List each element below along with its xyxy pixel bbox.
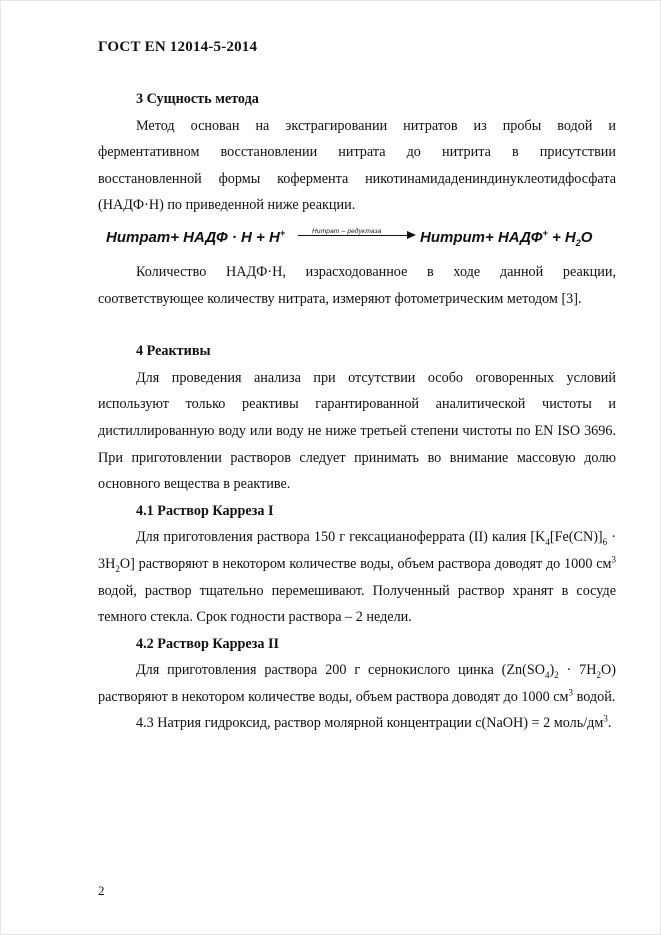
eq-water-h: Н: [564, 228, 576, 246]
page-content: [98, 86, 616, 737]
eq-nadph: НАДФ · Н: [183, 228, 252, 246]
eq-h-charge: +: [279, 227, 286, 238]
section-4-2-paragraph: Для приготовления раствора 200 г сернокислого цинка $(Zn(SO_4)_2 \cdot 7H_2O)$ растворяют в некотором количестве воды, объем раствора доводят до 1000 $см^3$ водой.: [98, 662, 616, 705]
eq-water-sub: 2: [575, 237, 581, 248]
eq-plus: +: [256, 228, 265, 246]
section-3-heading: 3 Сущность метода: [136, 91, 259, 107]
section-4-1-heading: 4.1 Раствор Карреза I: [136, 502, 274, 519]
section-3-paragraph-2: Количество НАДФ·Н, израсходованное в ходе данной реакции, соответствующее количеству нитрата, измеряют фотометрическим методом [3].: [98, 263, 616, 307]
reaction-arrow: [298, 219, 416, 249]
standard-header: ГОСТ EN 12014-5-2014: [98, 39, 258, 55]
section-4-3-paragraph: 4.3 Натрия гидроксид, раствор молярной концентрации c(NaOH) = 2 моль/$дм^3$.: [136, 713, 612, 732]
eq-water-o: О: [580, 228, 593, 246]
section-4-paragraph-1: Для проведения анализа при отсутствии особо оговоренных условий используют только реактивы гарантированной аналитической чистоты и дистиллированную воду или воду не ниже третьей степени чистоты по EN ISO 3696. При приготовлении растворов следует принимать во внимание массовую долю основного вещества в реактиве.: [98, 369, 616, 493]
eq-plus: +: [485, 228, 494, 246]
section-3-paragraph-1: Метод основан на экстрагировании нитратов из пробы водой и ферментативном восстановлении нитрата до нитрита в присутствии восстановленной формы кофермента никотинамидадениндинуклеотидфосфата (НАДФ·Н) по приведенной ниже реакции.: [98, 117, 616, 214]
eq-plus: +: [170, 228, 179, 246]
reaction-equation: [98, 219, 616, 253]
eq-nitrate: Нитрат: [106, 228, 171, 246]
eq-nadp-charge: +: [542, 227, 548, 238]
eq-nadp: НАДФ: [497, 228, 543, 246]
enzyme-label: Нитрат – редуктаза: [312, 227, 382, 235]
equation-right-side: [420, 225, 592, 252]
equation-left-side: [106, 225, 285, 252]
eq-h-ion: Н: [268, 228, 280, 246]
arrow-line: [298, 235, 408, 236]
eq-plus: +: [551, 228, 561, 246]
section-4-1-paragraph: Для приготовления раствора 150 г гексацианоферрата (II) калия $[K_4[Fe(CN)]_6 \cdot 3H_2O]$ растворяют в некотором количестве воды, объем раствора доводят до 1000 $см^3$ водой, раствор тщательно перемешивают. Полученный раствор хранят в сосуде темного стекла. Срок годности раствора – 2 недели.: [98, 529, 616, 626]
section-4-heading: 4 Реактивы: [136, 343, 211, 360]
eq-nitrite: Нитрит: [420, 228, 485, 246]
section-4-2-heading: 4.2 Раствор Карреза II: [136, 635, 280, 652]
arrow-head-icon: [407, 231, 416, 239]
page-number: 2: [98, 883, 105, 898]
